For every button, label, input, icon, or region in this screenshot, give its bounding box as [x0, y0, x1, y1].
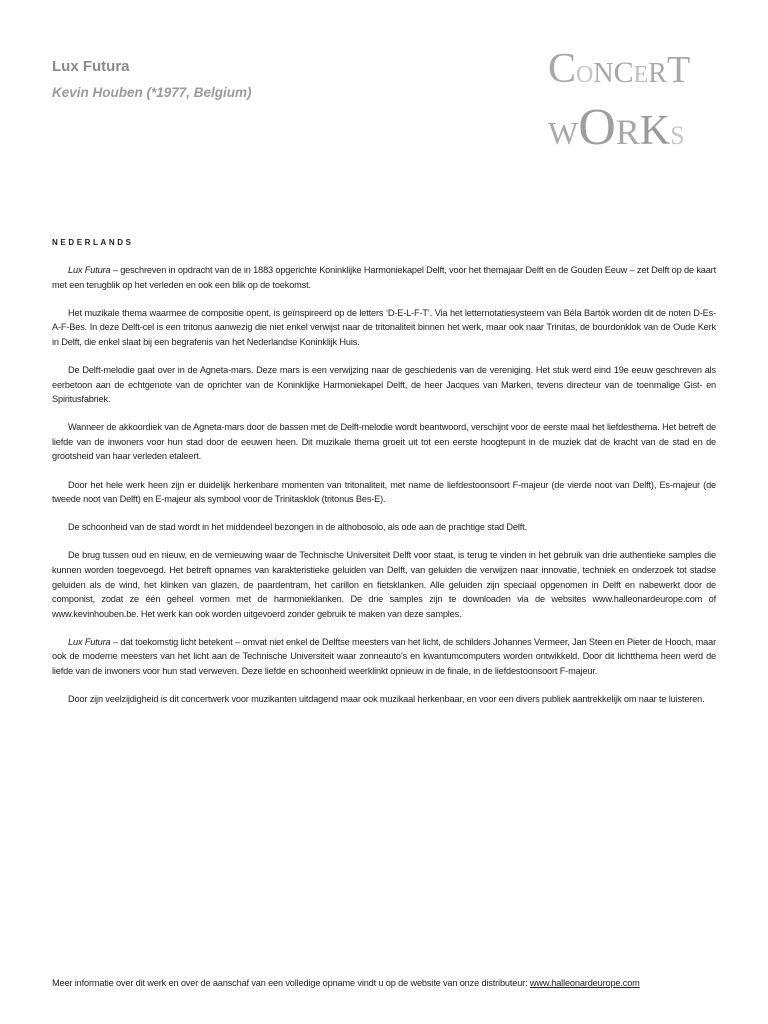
language-heading: NEDERLANDS	[52, 238, 134, 247]
paragraph	[52, 548, 716, 621]
paragraph-text: De Delft-melodie gaat over in de Agneta-mars. Deze mars is een verwijzing naar de geschiedenis van de vereniging. Het stuk werd eind 19e eeuw geschreven als eerbetoon aan de echtgenote van de oprichter van de Koninklijke Harmoniekapel Delft, de heer Jacques van Marken, tevens directeur van de toenmalige Gist- en Spiritusfabriek.	[52, 364, 716, 405]
program-note-body	[52, 263, 716, 720]
paragraph	[52, 635, 716, 679]
svg-text:CONCERT: CONCERT	[548, 46, 691, 92]
italic-title: Lux Futura	[68, 636, 111, 647]
footer-note	[52, 965, 720, 990]
paragraph-text: – geschreven in opdracht van de in 1883 opgerichte Koninklijke Harmoniekapel Delft, voor het themajaar Delft en de Gouden Eeuw – zet Delft op de kaart met een terugblik op het verleden en ook een blik op de toekomst.	[52, 265, 716, 290]
distributor-link[interactable]: www.halleonardeurope.com	[529, 978, 640, 988]
paragraph-text: – dat toekomstig licht betekent – omvat niet enkel de Delftse meesters van het licht, de schilders Johannes Vermeer, Jan Steen en Pieter de Hooch, maar ook de moderne meesters van het licht aan de Technische Universiteit waar zonneauto’s en kwantumcomputers worden ontwikkeld. Door dit lichtthema heen werd de liefde van de inwoners voor hun stad verweven. Deze liefde en schoonheid weerklinkt opnieuw in de finale, in de liefdestoonsoort F-majeur.	[52, 636, 716, 676]
paragraph-text: De schoonheid van de stad wordt in het middendeel bezongen in de althobosolo, als ode aan de prachtige stad Delft.	[68, 522, 527, 533]
paragraph	[52, 520, 716, 535]
paragraph-text: Door het hele werk heen zijn er duidelijk herkenbare momenten van tritonaliteit, met name de liefdestoonsoort F-majeur (de vierde noot van Delft), Es-majeur (de tweede noot van Delft) en E-majeur als symbool voor de Trinitasklok (tritonus Bes-E).	[52, 479, 716, 505]
paragraph	[52, 420, 716, 464]
paragraph-text: Het muzikale thema waarmee de compositie opent, is geïnspireerd op de letters ‘D-E-L-F-T’. Via het letternotatiesysteem van Béla Bartók worden dit de noten D-Es-A-F-Bes. In deze Delft-cel is een tritonus aanwezig die niet enkel verwijst naar de tritonaliteit binnen het werk, maar ook naar Trinitas, de bourdonklok van de Oude Kerk in Delft, die enkel slaat bij een begrafenis van het Nederlandse Koninklijk Huis.	[52, 307, 716, 347]
paragraph	[52, 263, 716, 292]
concert-works-logo	[548, 36, 720, 152]
paragraph	[52, 363, 716, 407]
footer-text: Meer informatie over dit werk en over de aanschaf van een volledige opname vindt u op de website van onze distributeur:	[52, 978, 530, 988]
piece-title: Lux Futura	[52, 58, 130, 75]
paragraph-text: Door zijn veelzijdigheid is dit concertwerk voor muzikanten uitdagend maar ook muzikaal herkenbaar, en voor een divers publiek aantrekkelijk om naar te luisteren.	[68, 694, 705, 705]
paragraph	[52, 306, 716, 350]
svg-text:WORKS: WORKS	[548, 99, 685, 152]
italic-title: Lux Futura	[68, 265, 111, 275]
composer-line: Kevin Houben (*1977, Belgium)	[52, 85, 252, 100]
paragraph-text: De brug tussen oud en nieuw, en de vernieuwing waar de Technische Universiteit Delft voor staat, is terug te vinden in het gebruik van drie authentieke samples die kunnen worden toegevoegd. Het betreft opnames van karakteristieke geluiden van Delft, van geluiden die verwijzen naar innovatie, techniek en onderzoek tot stadse geluiden als de wind, het klinken van glazen, de paardentram, het carillon en fietsklanken. Alle geluiden zijn speciaal opgenomen in Delft en nabewerkt door de componist, zodat ze één geheel vormen met de harmonieklanken. De drie samples zijn te downloaden via de websites www.halleonardeurope.com of www.kevinhouben.be. Het werk kan ook worden uitgevoerd zonder gebruik te maken van deze samples.	[52, 550, 716, 619]
paragraph	[52, 478, 716, 507]
paragraph-text: Wanneer de akkoordiek van de Agneta-mars door de bassen met de Delft-melodie wordt beantwoord, verschijnt voor de eerste maal het liefdesthema. Het betreft de liefde van de inwoners voor hun stad door de eeuwen heen. Dit muzikale thema groeit uit tot een eerste hoogtepunt in de muziek dat de kracht van de stad en de grootsheid van haar verleden etaleert.	[52, 422, 716, 462]
main-content	[52, 238, 720, 990]
paragraph	[52, 692, 716, 707]
